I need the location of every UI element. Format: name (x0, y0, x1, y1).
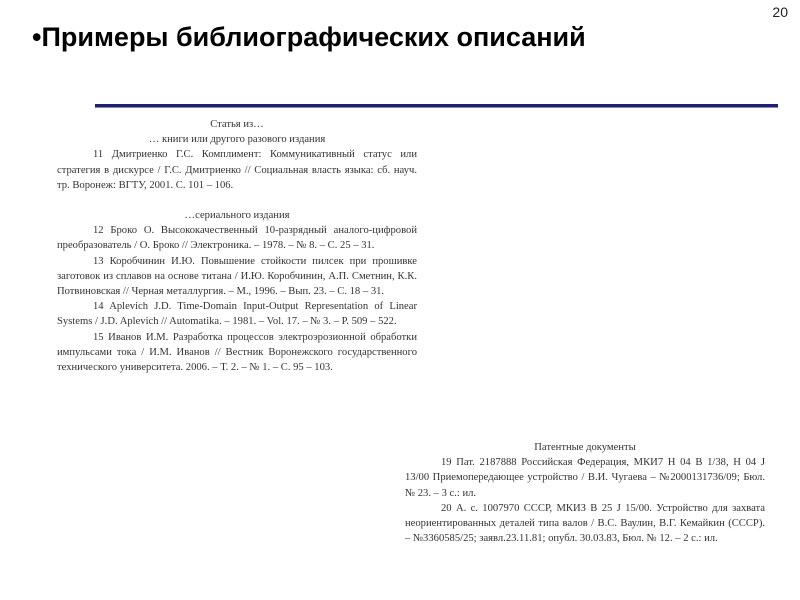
reference-entry-12: 12 Броко О. Высококачественный 10-разрядный аналого-цифровой преобразователь / О. Броко // Электроника. – 1978. – № 8. – С. 25 – 31. (57, 225, 417, 252)
reference-entry-14: 14 Aplevich J.D. Time-Domain Input-Output Representation of Linear Systems / J.D. Aplevich // Automatika. – 1981. – Vol. 17. – № 3. – P. 509 – 522. (57, 301, 417, 328)
reference-entry-15: 15 Иванов И.М. Разработка процессов электроэрозионной обработки импульсами тока / И.М. Иванов // Вестник Воронежского государственного технического университета. 2006. – Т. 2. – № 1. – С. 95 – 103. (57, 331, 417, 374)
slide-title: •Примеры библиографических описаний (32, 22, 586, 52)
spacer (57, 193, 417, 208)
heading-book: … книги или другого разового издания (148, 134, 326, 146)
heading-patents: Патентные документы (534, 442, 636, 453)
right-reference-column (405, 440, 765, 546)
reference-entry-13: 13 Коробчинин И.Ю. Повышение стойкости пилсек при прошивке заготовок из сплавов на основе титана / И.Ю. Коробчинин, А.П. Сметнин, К.К. Потвиновская // Черная металлургия. – М., 1996. – Вып. 23. – С. 18 – 31. (57, 255, 417, 298)
title-divider-shadow (95, 107, 778, 108)
reference-entry-19: 19 Пат. 2187888 Российская Федерация, МКИ7 Н 04 В 1/38, Н 04 J 13/00 Приемопередающее устройство / В.И. Чугаева – №2000131736/09; Бюл. № 23. – 3 с.: ил. (405, 457, 765, 499)
reference-entry-11: 11 Дмитриенко Г.С. Комплимент: Коммуникативный статус или стратегия в дискурсе / Г.С. Дмитриенко // Социальная власть языка: сб. науч. тр. Воронеж: ВГТУ, 2001. С. 101 – 106. (57, 149, 417, 191)
reference-entry-20: 20 А. с. 1007970 СССР, МКИЗ В 25 J 15/00. Устройство для захвата неориентированных деталей типа валов / В.С. Ваулин, В.Г. Кемайкин (СССР). – №3360585/25; заявл.23.11.81; опубл. 30.03.83, Бюл. № 12. – 2 с.: ил. (405, 502, 765, 545)
heading-serial: …сериального издания (184, 210, 290, 222)
heading-article: Статья из… (210, 119, 264, 130)
left-reference-column (57, 117, 417, 375)
slide-number: 20 (772, 4, 788, 20)
